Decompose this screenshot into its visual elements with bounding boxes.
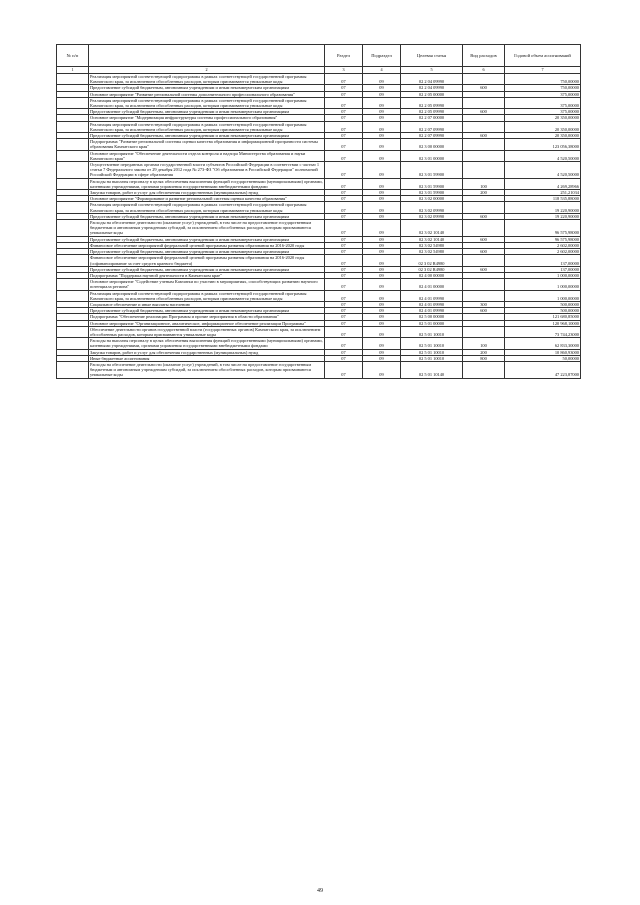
row-amount: 96 575,98000: [505, 236, 581, 242]
row-name: Расходы на выплаты персоналу в целях обеспечения выполнения функций государственными (муниципальными) органами, казенными учреждениями, органами управления государственными внебюджетными фондами: [90, 338, 323, 349]
column-number-row: [57, 67, 581, 74]
column-number: 5: [401, 67, 463, 74]
row-name: Расходы на обеспечение деятельности (оказание услуг) учреждений, в том числе на предоставление государственным бюджетным и автономным учреждениям субсидий, за исключением обособленных расходов, которым присваиваются уникальные коды: [89, 361, 325, 378]
row-name: Реализация мероприятий соответствующей подпрограммы в рамках соответствующей государственной программы Камчатского края, за исключением обособленных расходов, которым присваиваются уникальные коды: [89, 97, 325, 108]
row-razdel: 07: [325, 74, 363, 85]
row-name: Реализация мероприятий соответствующей подпрограммы в рамках соответствующей государственной программы Камчатского края, за исключением обособленных расходов, которым присваиваются уникальные коды: [89, 74, 325, 85]
row-target-article: 02 3 02 10140: [401, 220, 463, 237]
row-amount: 1 000,00000: [505, 279, 581, 290]
row-podrazdel: 09: [363, 85, 401, 91]
row-podrazdel: 09: [363, 190, 401, 196]
row-name: Основное мероприятие "Обеспечение деятельности отдела контроля и надзора Министерства образования и науки Камчатского края": [89, 150, 325, 161]
row-razdel: 07: [325, 314, 363, 320]
row-razdel: 07: [325, 355, 363, 361]
row-amount: 118 535,88000: [505, 196, 581, 202]
row-razdel: 07: [325, 150, 363, 161]
row-name: Предоставление субсидий бюджетным, автономным учреждениям и иным некоммерческим организациям: [89, 308, 325, 314]
row-name: Подпрограмма "Развитие региональной системы оценки качества образования и информационной прозрачности системы образования Камчатского края": [89, 139, 325, 150]
row-expense-type: [463, 220, 505, 237]
table-row: [57, 326, 581, 337]
row-razdel: 07: [325, 162, 363, 179]
budget-table-sheet: [56, 44, 580, 379]
column-number: 7: [505, 67, 581, 74]
row-name: Осуществление переданных органам государственной власти субъектов Российской Федерации в соответствии с частью 1 статьи 7 Федерального закона от 29 декабря 2012 года № 273-ФЗ "Об образовании в Российской Федерации" полномочий Российской Федерации в сфере образования: [89, 162, 325, 179]
row-podrazdel: 09: [363, 97, 401, 108]
row-amount: 73 744,23000: [505, 326, 581, 337]
header-target-article: Целевая статья: [401, 45, 463, 67]
row-number: [57, 290, 89, 301]
row-expense-type: 800: [463, 355, 505, 361]
page-number: 49: [317, 888, 323, 894]
row-target-article: 02 3 02 00000: [401, 196, 463, 202]
row-amount: 4 269,28966: [505, 178, 581, 189]
row-target-article: 02 2 04 09990: [401, 85, 463, 91]
row-name: Основное мероприятие "Модернизация инфраструктуры системы профессионального образования": [89, 115, 325, 121]
row-target-article: 02 5 01 10140: [401, 361, 463, 378]
row-podrazdel: 09: [363, 290, 401, 301]
row-razdel: 07: [325, 190, 363, 196]
row-target-article: 02 2 05 00000: [401, 91, 463, 97]
row-name: Предоставление субсидий бюджетным, автономным учреждениям и иным некоммерческим организациям: [89, 266, 325, 272]
header-number: № п/п: [57, 45, 89, 67]
row-podrazdel: 09: [363, 139, 401, 150]
row-razdel: 07: [325, 213, 363, 219]
row-podrazdel: 09: [363, 109, 401, 115]
row-name: Реализация мероприятий соответствующей подпрограммы в рамках соответствующей государственной программы Камчатского края, за исключением обособленных расходов, которым присваиваются уникальные коды: [89, 202, 325, 213]
row-target-article: 02 4 01 09990: [401, 308, 463, 314]
row-podrazdel: 09: [363, 236, 401, 242]
row-razdel: 07: [325, 196, 363, 202]
row-target-article: 02 4 01 00000: [401, 279, 463, 290]
table-row: [57, 220, 581, 237]
row-amount: 50,00000: [505, 355, 581, 361]
row-target-article: 02 5 01 10010: [401, 338, 463, 349]
table-row: [57, 279, 581, 290]
column-number: 3: [325, 67, 363, 74]
table-row: [57, 290, 581, 301]
row-name: Иные бюджетные ассигнования: [89, 355, 325, 361]
row-target-article: 02 3 01 59900: [401, 178, 463, 189]
row-amount: 20 350,00000: [505, 115, 581, 121]
table-row: [57, 178, 581, 189]
row-podrazdel: 09: [363, 320, 401, 326]
row-target-article: 02 4 00 00000: [401, 272, 463, 278]
row-podrazdel: 09: [363, 162, 401, 179]
row-name: Реализация мероприятий соответствующей подпрограммы в рамках соответствующей государственной программы Камчатского края, за исключением обособленных расходов, которым присваиваются уникальные коды: [89, 121, 325, 132]
table-row: [57, 255, 581, 266]
row-razdel: 07: [325, 320, 363, 326]
row-amount: 120 968,10000: [505, 320, 581, 326]
row-target-article: 02 4 01 09990: [401, 301, 463, 307]
row-target-article: 02 2 05 09990: [401, 97, 463, 108]
row-podrazdel: 09: [363, 355, 401, 361]
row-name: Предоставление субсидий бюджетным, автономным учреждениям и иным некоммерческим организациям: [89, 236, 325, 242]
row-expense-type: [463, 150, 505, 161]
row-target-article: 02 3 02 10140: [401, 236, 463, 242]
table-header-row: [57, 45, 581, 67]
row-podrazdel: 09: [363, 178, 401, 189]
row-podrazdel: 09: [363, 338, 401, 349]
header-razdel: Раздел: [325, 45, 363, 67]
row-amount: 2 602,00000: [505, 249, 581, 255]
table-row: [57, 97, 581, 108]
row-target-article: 02 3 00 00000: [401, 139, 463, 150]
row-razdel: 07: [325, 338, 363, 349]
row-expense-type: [463, 279, 505, 290]
row-amount: 500,00000: [505, 308, 581, 314]
row-razdel: 07: [325, 272, 363, 278]
row-razdel: 07: [325, 178, 363, 189]
row-target-article: 02 3 02 R4980: [401, 255, 463, 266]
row-amount: 10 860,93000: [505, 349, 581, 355]
column-number: 6: [463, 67, 505, 74]
row-amount: 137,00000: [505, 255, 581, 266]
row-razdel: 07: [325, 220, 363, 237]
row-amount: 47 223,87000: [505, 361, 581, 378]
row-podrazdel: 09: [363, 326, 401, 337]
table-row: [57, 361, 581, 378]
row-amount: 1 000,00000: [505, 290, 581, 301]
row-target-article: 02 3 02 09990: [401, 213, 463, 219]
row-razdel: 07: [325, 361, 363, 378]
row-podrazdel: 09: [363, 91, 401, 97]
row-target-article: 02 3 01 00000: [401, 150, 463, 161]
row-razdel: 07: [325, 202, 363, 213]
row-expense-type: 600: [463, 109, 505, 115]
row-amount: 375,00000: [505, 109, 581, 115]
row-target-article: 02 2 07 00000: [401, 115, 463, 121]
row-expense-type: [463, 361, 505, 378]
row-expense-type: 600: [463, 266, 505, 272]
row-podrazdel: 09: [363, 242, 401, 248]
row-podrazdel: 09: [363, 308, 401, 314]
row-podrazdel: 09: [363, 361, 401, 378]
header-annual-amount: Годовой объем ассигнований: [505, 45, 581, 67]
row-amount: 375,00000: [505, 91, 581, 97]
row-target-article: 02 3 01 59900: [401, 190, 463, 196]
row-name: Предоставление субсидий бюджетным, автономным учреждениям и иным некоммерческим организациям: [89, 109, 325, 115]
row-expense-type: 100: [463, 178, 505, 189]
row-amount: 750,00000: [505, 85, 581, 91]
row-target-article: 02 2 07 09990: [401, 133, 463, 139]
header-expense-type: Вид расходов: [463, 45, 505, 67]
row-name: Обеспечение деятельности органов государственной власти (государственных органов) Камчатского края, за исключением обособленных расходов, которым присваиваются уникальные коды: [89, 326, 325, 337]
row-name: Предоставление субсидий бюджетным, автономным учреждениям и иным некоммерческим организациям: [89, 213, 325, 219]
table-row: [57, 74, 581, 85]
table-row: [57, 162, 581, 179]
row-target-article: 02 5 01 10010: [401, 349, 463, 355]
column-number: 4: [363, 67, 401, 74]
row-podrazdel: 09: [363, 115, 401, 121]
row-expense-type: 600: [463, 249, 505, 255]
row-expense-type: 600: [463, 308, 505, 314]
row-podrazdel: 09: [363, 121, 401, 132]
row-expense-type: 600: [463, 85, 505, 91]
row-name: Закупка товаров, работ и услуг для обеспечения государственных (муниципальных) нужд: [89, 190, 325, 196]
row-target-article: 02 3 02 54980: [401, 242, 463, 248]
row-amount: 62 833,30000: [505, 338, 581, 349]
row-name: Расходы на обеспечение деятельности (оказание услуг) учреждений, в том числе на предоставление государственным бюджетным и автономным учреждениям субсидий, за исключением обособленных расходов, которым присваиваются уникальные коды: [89, 220, 325, 237]
row-number: [57, 178, 89, 189]
row-expense-type: 200: [463, 190, 505, 196]
row-number: [57, 121, 89, 132]
row-name: Финансовое обеспечение мероприятий федеральной целевой программы развития образования на 2016-2020 годы (софинансирование за счет средств краевого бюджета): [89, 255, 325, 266]
row-number: [57, 97, 89, 108]
row-amount: 4 520,50000: [505, 150, 581, 161]
row-expense-type: 600: [463, 236, 505, 242]
row-razdel: 07: [325, 133, 363, 139]
table-body: [57, 74, 581, 379]
row-razdel: 07: [325, 326, 363, 337]
table-row: [57, 202, 581, 213]
table-row: [57, 121, 581, 132]
row-podrazdel: 09: [363, 213, 401, 219]
row-razdel: 07: [325, 290, 363, 301]
row-razdel: 07: [325, 242, 363, 248]
row-name: Основное мероприятие "Формирование и развитие региональной системы оценки качества образования": [89, 196, 325, 202]
row-name: Реализация мероприятий соответствующей подпрограммы в рамках соответствующей государственной программы Камчатского края, за исключением обособленных расходов, которым присваиваются уникальные коды: [89, 290, 325, 301]
row-number: [57, 279, 89, 290]
row-number: [57, 361, 89, 378]
row-expense-type: 100: [463, 338, 505, 349]
row-number: [57, 139, 89, 150]
row-target-article: 02 3 01 59900: [401, 162, 463, 179]
row-number: [57, 150, 89, 161]
row-razdel: 07: [325, 279, 363, 290]
row-target-article: 02 2 07 09990: [401, 121, 463, 132]
table-row: [57, 150, 581, 161]
row-expense-type: 600: [463, 213, 505, 219]
row-number: [57, 74, 89, 85]
row-target-article: 02 4 01 09990: [401, 290, 463, 301]
row-expense-type: 300: [463, 301, 505, 307]
row-target-article: 02 5 01 10010: [401, 355, 463, 361]
row-podrazdel: 09: [363, 272, 401, 278]
row-name: Предоставление субсидий бюджетным, автономным учреждениям и иным некоммерческим организациям: [89, 133, 325, 139]
row-podrazdel: 09: [363, 255, 401, 266]
row-podrazdel: 09: [363, 150, 401, 161]
row-amount: 500,00000: [505, 301, 581, 307]
table-row: [57, 139, 581, 150]
row-razdel: 07: [325, 85, 363, 91]
row-target-article: 02 3 02 54980: [401, 249, 463, 255]
row-amount: 375,00000: [505, 97, 581, 108]
row-amount: 96 575,98000: [505, 220, 581, 237]
row-amount: 750,00000: [505, 74, 581, 85]
row-amount: 137,00000: [505, 266, 581, 272]
header-podrazdel: Подраздел: [363, 45, 401, 67]
row-podrazdel: 09: [363, 349, 401, 355]
row-razdel: 07: [325, 301, 363, 307]
row-amount: 121 680,85000: [505, 314, 581, 320]
row-razdel: 07: [325, 255, 363, 266]
row-amount: 19 220,90000: [505, 213, 581, 219]
row-target-article: 02 5 00 00000: [401, 314, 463, 320]
row-razdel: 07: [325, 349, 363, 355]
row-amount: 1 000,00000: [505, 272, 581, 278]
header-name: [89, 45, 325, 67]
row-target-article: 02 3 02 R4980: [401, 266, 463, 272]
row-number: [57, 338, 89, 349]
row-expense-type: [463, 97, 505, 108]
row-podrazdel: 09: [363, 220, 401, 237]
row-razdel: 07: [325, 115, 363, 121]
row-expense-type: [463, 139, 505, 150]
row-number: [57, 220, 89, 237]
row-expense-type: [463, 74, 505, 85]
row-podrazdel: 09: [363, 74, 401, 85]
row-target-article: 02 2 05 09990: [401, 109, 463, 115]
row-name: Подпрограмма "Поддержка научной деятельности в Камчатском крае": [89, 272, 325, 278]
column-number: 1: [57, 67, 89, 74]
row-amount: 19 220,90000: [505, 202, 581, 213]
row-target-article: 02 3 02 09990: [401, 202, 463, 213]
row-podrazdel: 09: [363, 196, 401, 202]
row-razdel: 07: [325, 266, 363, 272]
budget-table: [56, 44, 581, 379]
row-name: Основное мероприятие "Организационное, аналитическое, информационное обеспечение реализации Программы": [89, 320, 325, 326]
row-amount: 2 602,00000: [505, 242, 581, 248]
row-amount: 20 350,00000: [505, 133, 581, 139]
row-name: Подпрограмма "Обеспечение реализации Программы и прочие мероприятия в области образования": [89, 314, 325, 320]
row-podrazdel: 09: [363, 279, 401, 290]
row-razdel: 07: [325, 121, 363, 132]
row-expense-type: [463, 326, 505, 337]
row-expense-type: [463, 255, 505, 266]
row-expense-type: [463, 162, 505, 179]
row-razdel: 07: [325, 91, 363, 97]
row-podrazdel: 09: [363, 266, 401, 272]
row-target-article: 02 5 01 00000: [401, 320, 463, 326]
row-razdel: 07: [325, 139, 363, 150]
row-number: [57, 162, 89, 179]
row-amount: 4 520,50000: [505, 162, 581, 179]
row-number: [57, 255, 89, 266]
row-name: Основное мероприятие "Развитие региональной системы дополнительного профессионального образования": [89, 91, 325, 97]
row-name: Социальное обеспечение и иные выплаты населению: [89, 301, 325, 307]
row-expense-type: 200: [463, 349, 505, 355]
row-name: Закупка товаров, работ и услуг для обеспечения государственных (муниципальных) нужд: [89, 349, 325, 355]
row-number: [57, 326, 89, 337]
row-podrazdel: 09: [363, 249, 401, 255]
row-razdel: 07: [325, 109, 363, 115]
row-target-article: 02 5 01 10010: [401, 326, 463, 337]
row-razdel: 07: [325, 236, 363, 242]
row-name: Финансовое обеспечение мероприятий федеральной целевой программы развития образования на 2016-2020 годы: [89, 242, 325, 248]
row-podrazdel: 09: [363, 301, 401, 307]
row-number: [57, 202, 89, 213]
row-razdel: 07: [325, 97, 363, 108]
row-razdel: 07: [325, 308, 363, 314]
row-amount: 251,21034: [505, 190, 581, 196]
row-name: Предоставление субсидий бюджетным, автономным учреждениям и иным некоммерческим организациям: [89, 85, 325, 91]
row-name: Основное мероприятие "Содействие ученым Камчатки по участию в мероприятиях, способствующих развитию научного потенциала региона": [89, 279, 325, 290]
row-amount: 123 056,38000: [505, 139, 581, 150]
row-name: Расходы на выплаты персоналу в целях обеспечения выполнения функций государственными (муниципальными) органами, казенными учреждениями, органами управления государственными внебюджетными фондами: [90, 178, 323, 189]
row-amount: 20 350,00000: [505, 121, 581, 132]
row-expense-type: [463, 121, 505, 132]
row-podrazdel: 09: [363, 314, 401, 320]
row-razdel: 07: [325, 249, 363, 255]
row-expense-type: [463, 290, 505, 301]
row-expense-type: 600: [463, 133, 505, 139]
table-row: [57, 338, 581, 349]
row-name: Предоставление субсидий бюджетным, автономным учреждениям и иным некоммерческим организациям: [89, 249, 325, 255]
row-target-article: 02 2 04 09990: [401, 74, 463, 85]
row-expense-type: [463, 202, 505, 213]
row-podrazdel: 09: [363, 202, 401, 213]
row-podrazdel: 09: [363, 133, 401, 139]
column-number: 2: [89, 67, 325, 74]
